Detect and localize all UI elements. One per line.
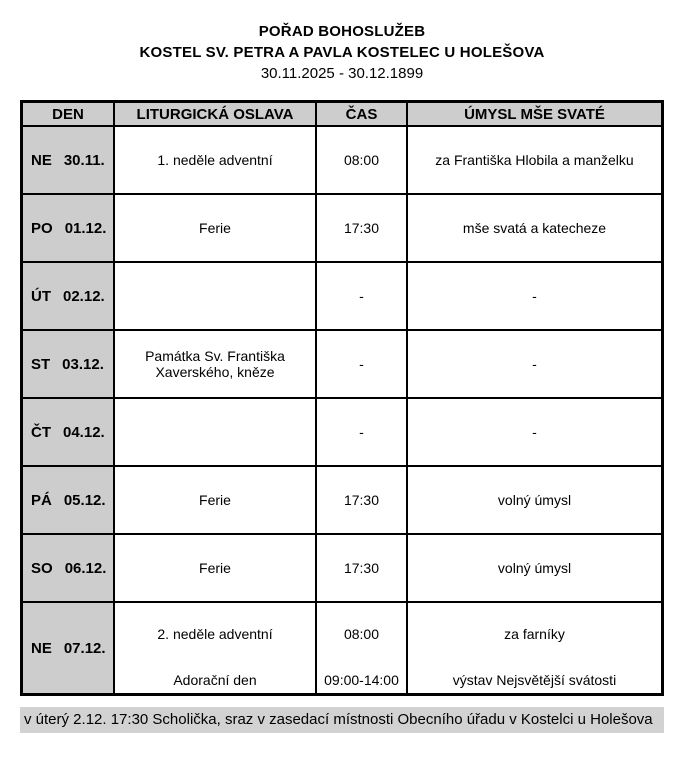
day-cell xyxy=(23,195,113,261)
intention-cell: - xyxy=(406,263,661,329)
day-date: 30.11. xyxy=(63,151,105,169)
day-abbr: ČT xyxy=(31,423,51,441)
celebration-cell: Ferie xyxy=(113,195,315,261)
table-row xyxy=(23,601,661,693)
day-date: 01.12. xyxy=(64,219,107,237)
day-cell xyxy=(23,263,113,329)
table-row xyxy=(23,329,661,397)
day-abbr: ÚT xyxy=(31,287,51,305)
celebration-cell xyxy=(113,399,315,465)
intention-cell: mše svatá a katecheze xyxy=(406,195,661,261)
day-abbr: ST xyxy=(31,355,51,373)
column-header-day: DEN xyxy=(23,103,113,125)
document-title: POŘAD BOHOSLUŽEB xyxy=(258,23,426,40)
table-row xyxy=(23,125,661,193)
column-header-celebration: LITURGICKÁ OSLAVA xyxy=(113,103,315,125)
celebration-line-2: Adorační den xyxy=(173,672,257,688)
celebration-cell: Ferie xyxy=(113,535,315,601)
celebration-cell xyxy=(113,263,315,329)
schedule-table xyxy=(20,100,664,696)
time-cell: - xyxy=(315,263,406,329)
intention-cell: volný úmysl xyxy=(406,467,661,533)
table-row xyxy=(23,193,661,261)
intention-cell: - xyxy=(406,331,661,397)
day-cell xyxy=(23,467,113,533)
intention-line-1: za farníky xyxy=(504,626,565,642)
intention-line-2: výstav Nejsvětější svátosti xyxy=(452,672,617,688)
table-row xyxy=(23,465,661,533)
table-row xyxy=(23,533,661,601)
day-date: 05.12. xyxy=(63,491,106,509)
celebration-cell: Ferie xyxy=(113,467,315,533)
celebration-cell: 1. neděle adventní xyxy=(113,127,315,193)
celebration-cell: Památka Sv. Františka Xaverského, kněze xyxy=(113,331,315,397)
document-header xyxy=(0,0,684,84)
day-date: 06.12. xyxy=(64,559,107,577)
day-cell xyxy=(23,399,113,465)
table-row xyxy=(23,261,661,329)
time-cell: 17:30 xyxy=(315,535,406,601)
time-cell: 17:30 xyxy=(315,195,406,261)
footer-note: v úterý 2.12. 17:30 Scholička, sraz v zasedací místnosti Obecního úřadu v Kostelci u Holešova xyxy=(20,707,664,733)
day-cell xyxy=(23,127,113,193)
day-abbr: NE xyxy=(31,151,52,169)
day-abbr: NE xyxy=(31,639,52,657)
time-cell: - xyxy=(315,399,406,465)
table-header-row xyxy=(23,103,661,125)
table-row xyxy=(23,397,661,465)
time-line-2: 09:00-14:00 xyxy=(324,672,399,688)
celebration-line-1: 2. neděle adventní xyxy=(157,626,273,642)
celebration-cell xyxy=(113,603,315,693)
day-cell xyxy=(23,331,113,397)
time-cell: 08:00 xyxy=(315,127,406,193)
day-date: 03.12. xyxy=(62,355,104,373)
column-header-intention: ÚMYSL MŠE SVATÉ xyxy=(406,103,661,125)
column-header-time: ČAS xyxy=(315,103,406,125)
time-cell: - xyxy=(315,331,406,397)
time-cell xyxy=(315,603,406,693)
church-name: KOSTEL SV. PETRA A PAVLA KOSTELEC U HOLEŠOVA xyxy=(139,44,545,61)
day-date: 02.12. xyxy=(63,287,105,305)
day-cell xyxy=(23,535,113,601)
intention-cell: za Františka Hlobila a manželku xyxy=(406,127,661,193)
intention-cell: - xyxy=(406,399,661,465)
time-cell: 17:30 xyxy=(315,467,406,533)
day-abbr: PO xyxy=(31,219,53,237)
day-abbr: SO xyxy=(31,559,53,577)
day-date: 04.12. xyxy=(63,423,105,441)
day-cell xyxy=(23,603,113,693)
day-abbr: PÁ xyxy=(31,491,52,509)
time-line-1: 08:00 xyxy=(343,626,380,642)
intention-cell xyxy=(406,603,661,693)
intention-cell: volný úmysl xyxy=(406,535,661,601)
day-date: 07.12. xyxy=(63,639,106,657)
date-range: 30.11.2025 - 30.12.1899 xyxy=(260,65,424,82)
